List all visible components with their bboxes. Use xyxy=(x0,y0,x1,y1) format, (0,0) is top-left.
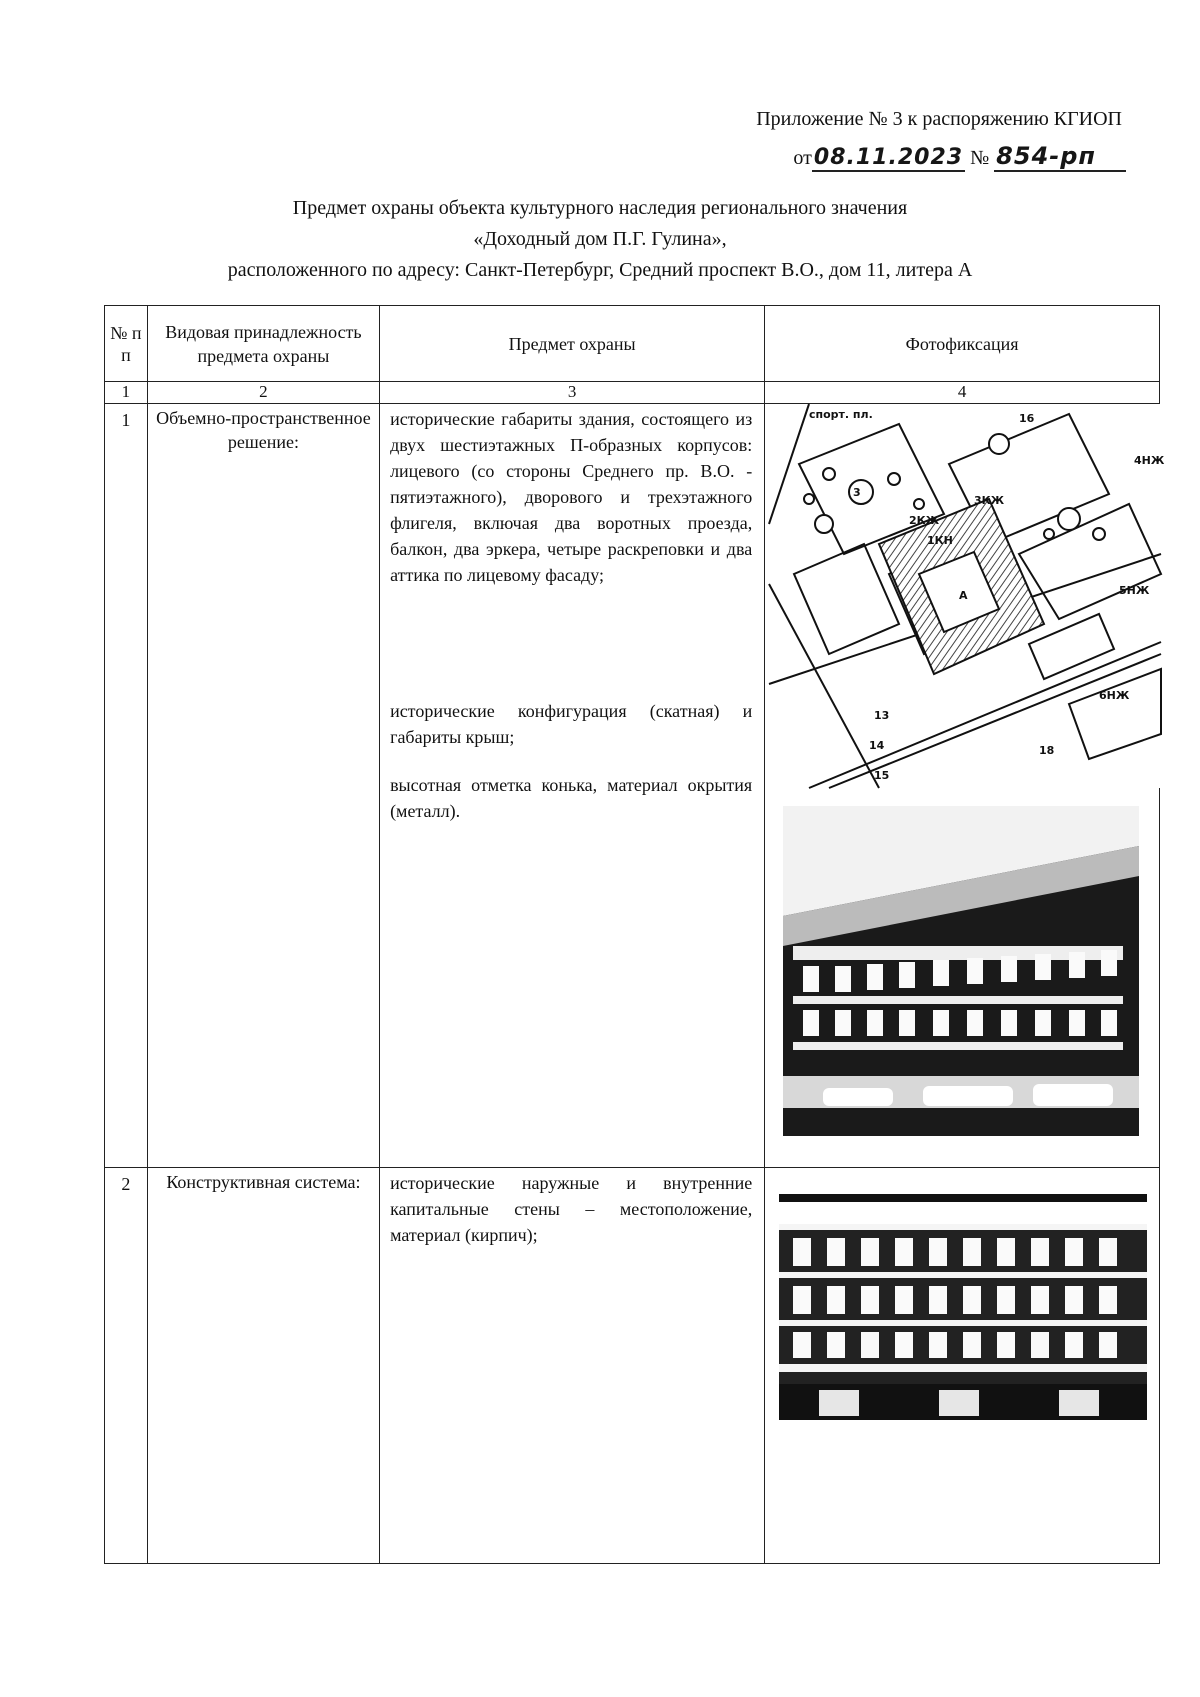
title-line-3: расположенного по адресу: Санкт-Петербург, Средний проспект В.О., дом 11, литера А xyxy=(227,259,973,281)
map-label: 13 xyxy=(874,709,890,722)
row-type: Конструктивная система: xyxy=(147,1168,379,1564)
map-label: 2КЖ xyxy=(909,514,940,527)
map-label: 15 xyxy=(874,769,890,782)
handwritten-order-number: 854-рп xyxy=(994,142,1126,172)
facade-photo-1 xyxy=(783,806,1139,1136)
column-header-type: Видовая принадлежность предмета охраны xyxy=(147,306,379,382)
subject-item: исторические наружные и внутренние капитальные стены – местоположение, материал (кирпич); xyxy=(390,1173,753,1245)
column-number: 3 xyxy=(380,382,765,404)
facade-photo-2 xyxy=(779,1194,1147,1420)
map-label: 16 xyxy=(1019,412,1035,425)
row-subject xyxy=(380,1168,765,1564)
subject-item: исторические габариты здания, состоящего из двух шестиэтажных П-образных корпусов: лицевого (со стороны Среднего пр. В.О. - пятиэтажного), дворового и трехэтажного флигеля, включая два воротных проезда, балкон, два эркера, четыре раскреповки и два аттика по лицевому фасаду; xyxy=(390,409,753,585)
handwritten-date: 08.11.2023 xyxy=(813,145,964,170)
number-label: № xyxy=(970,147,990,169)
map-label: 1КН xyxy=(927,534,954,547)
table-row xyxy=(105,1168,1160,1564)
map-label: 14 xyxy=(869,739,885,752)
column-number: 2 xyxy=(147,382,379,404)
subject-item: исторические конфигурация (скатная) и габариты крыш; xyxy=(390,701,753,747)
title-line-2: «Доходный дом П.Г. Гулина», xyxy=(473,228,727,250)
site-plan-map xyxy=(769,404,1165,788)
row-subject xyxy=(380,404,765,1168)
row-photos xyxy=(765,1168,1160,1564)
row-number: 1 xyxy=(105,404,148,1168)
column-header-number: № п п xyxy=(105,306,148,382)
document-title xyxy=(0,193,1200,286)
title-line-1: Предмет охраны объекта культурного наследия регионального значения xyxy=(292,197,908,219)
annex-reference: Приложение № 3 к распоряжению КГИОП xyxy=(756,108,1122,130)
column-number: 1 xyxy=(105,382,148,404)
from-label: от xyxy=(793,147,812,169)
row-number: 2 xyxy=(105,1168,148,1564)
map-label: 3 xyxy=(853,486,861,499)
row-photos xyxy=(765,404,1165,1168)
map-label: 5НЖ xyxy=(1119,584,1150,597)
subject-item: высотная отметка конька, материал окрытия (металл). xyxy=(390,775,753,821)
column-header-photo: Фотофиксация xyxy=(765,306,1160,382)
map-label: 18 xyxy=(1039,744,1055,757)
map-label: 4НЖ xyxy=(1134,454,1165,467)
map-label: спорт. пл. xyxy=(809,408,873,421)
map-label: А xyxy=(959,589,968,602)
column-header-subject: Предмет охраны xyxy=(380,306,765,382)
table-row xyxy=(105,404,1160,1168)
protection-subject-table xyxy=(104,305,1165,1564)
row-type: Объемно-пространственное решение: xyxy=(147,404,379,1168)
order-date-number xyxy=(793,142,1126,170)
column-number: 4 xyxy=(765,382,1160,404)
column-number-row xyxy=(105,382,1160,404)
map-label: 6НЖ xyxy=(1099,689,1130,702)
map-label: 3КЖ xyxy=(974,494,1005,507)
table-header-row xyxy=(105,306,1160,382)
